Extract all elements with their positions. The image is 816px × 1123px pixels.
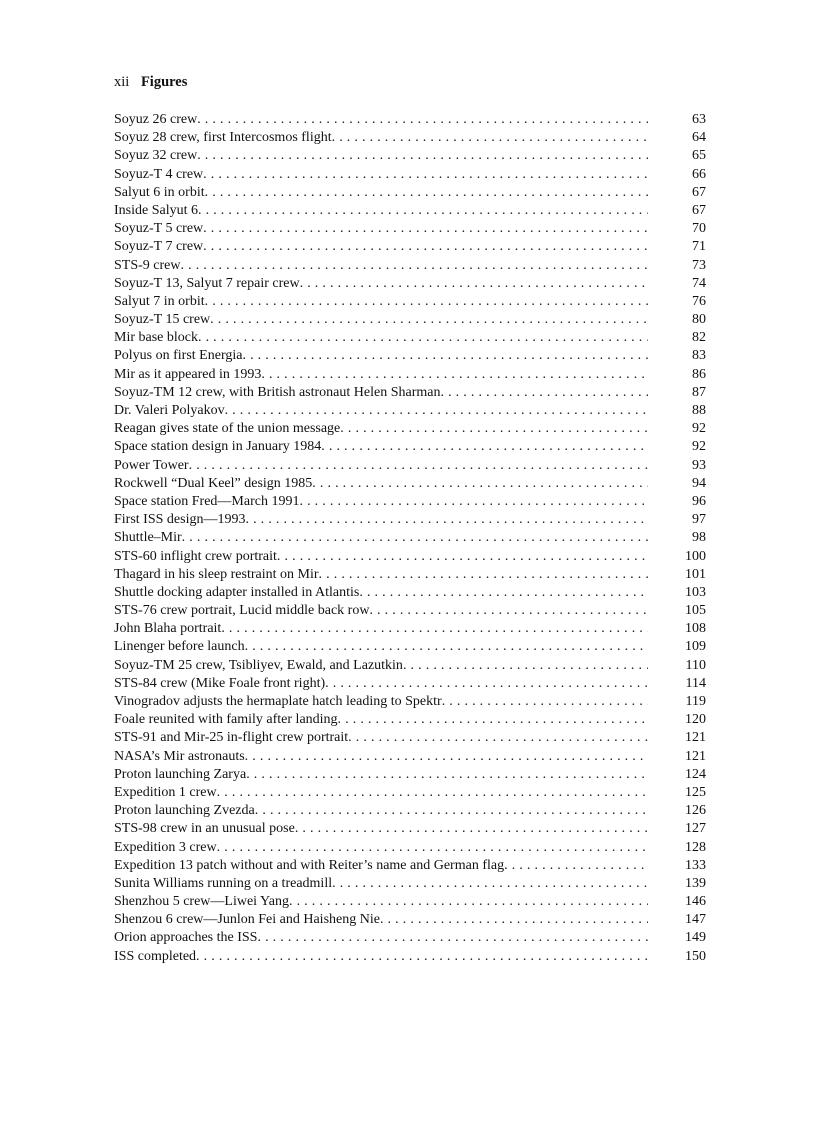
figure-title: Salyut 7 in orbit bbox=[114, 293, 205, 309]
dot-leader bbox=[257, 929, 648, 947]
figure-entry bbox=[114, 220, 706, 238]
figure-entry bbox=[114, 493, 706, 511]
dot-leader bbox=[255, 802, 648, 820]
figure-page-number: 96 bbox=[692, 493, 706, 509]
dot-leader bbox=[245, 748, 648, 766]
dot-leader bbox=[197, 147, 648, 165]
figure-page-number: 92 bbox=[692, 421, 706, 437]
figure-page-number: 108 bbox=[685, 621, 706, 637]
figure-page-number: 105 bbox=[685, 603, 706, 619]
dot-leader bbox=[277, 548, 648, 566]
figure-page-number: 114 bbox=[685, 675, 706, 691]
figure-entry bbox=[114, 711, 706, 729]
figure-page-number: 98 bbox=[692, 530, 706, 546]
figure-entry bbox=[114, 620, 706, 638]
figure-title: Polyus on first Energia bbox=[114, 348, 243, 364]
dot-leader bbox=[359, 584, 648, 602]
figure-entry bbox=[114, 548, 706, 566]
dot-leader bbox=[504, 857, 648, 875]
figure-entry bbox=[114, 384, 706, 402]
dot-leader bbox=[295, 820, 648, 838]
figure-entry bbox=[114, 347, 706, 365]
figure-entry bbox=[114, 111, 706, 129]
dot-leader bbox=[217, 784, 648, 802]
figure-page-number: 110 bbox=[685, 657, 706, 673]
figure-entry bbox=[114, 638, 706, 656]
figure-title: STS-91 and Mir-25 in-flight crew portrait bbox=[114, 730, 349, 746]
figure-page-number: 70 bbox=[692, 221, 706, 237]
figure-page-number: 73 bbox=[692, 257, 706, 273]
figure-title: Mir base block bbox=[114, 330, 198, 346]
figure-title: STS-9 crew bbox=[114, 257, 181, 273]
figure-entry bbox=[114, 366, 706, 384]
dot-leader bbox=[205, 293, 648, 311]
figure-entry bbox=[114, 257, 706, 275]
figure-page-number: 66 bbox=[692, 166, 706, 182]
figure-entry bbox=[114, 748, 706, 766]
figure-page-number: 71 bbox=[692, 239, 706, 255]
figure-page-number: 86 bbox=[692, 366, 706, 382]
dot-leader bbox=[319, 566, 648, 584]
dot-leader bbox=[203, 220, 648, 238]
figure-entry bbox=[114, 238, 706, 256]
dot-leader bbox=[340, 420, 648, 438]
figure-title: Expedition 3 crew bbox=[114, 839, 217, 855]
figure-page-number: 65 bbox=[692, 148, 706, 164]
figure-entry bbox=[114, 657, 706, 675]
figure-page-number: 147 bbox=[685, 912, 706, 928]
dot-leader bbox=[198, 202, 648, 220]
figure-entry bbox=[114, 911, 706, 929]
dot-leader bbox=[289, 893, 648, 911]
dot-leader bbox=[245, 511, 648, 529]
figure-page-number: 76 bbox=[692, 293, 706, 309]
figure-entry bbox=[114, 511, 706, 529]
figure-title: Proton launching Zarya bbox=[114, 766, 247, 782]
page-folio: xii bbox=[114, 74, 130, 90]
figure-title: STS-98 crew in an unusual pose bbox=[114, 821, 295, 837]
figures-list bbox=[114, 111, 706, 966]
figure-title: Vinogradov adjusts the hermaplate hatch leading to Spektr bbox=[114, 694, 442, 709]
figure-title: Soyuz 32 crew bbox=[114, 148, 198, 164]
dot-leader bbox=[217, 839, 648, 857]
figure-page-number: 119 bbox=[685, 694, 706, 709]
figure-page-number: 82 bbox=[692, 330, 706, 346]
figure-title: Shenzhou 5 crew—Liwei Yang bbox=[114, 894, 289, 910]
figure-page-number: 126 bbox=[685, 803, 706, 819]
figure-title: NASA’s Mir astronauts bbox=[114, 748, 245, 764]
figure-title: Rockwell “Dual Keel” design 1985 bbox=[114, 475, 313, 491]
figure-entry bbox=[114, 529, 706, 547]
figure-entry bbox=[114, 784, 706, 802]
figure-title: Mir as it appeared in 1993 bbox=[114, 366, 262, 382]
figure-entry bbox=[114, 675, 706, 693]
dot-leader bbox=[225, 402, 648, 420]
figure-page-number: 88 bbox=[692, 403, 706, 418]
dot-leader bbox=[196, 948, 648, 966]
figure-entry bbox=[114, 457, 706, 475]
figure-entry bbox=[114, 875, 706, 893]
figure-title: John Blaha portrait bbox=[114, 621, 222, 637]
figure-page-number: 94 bbox=[692, 475, 706, 491]
figure-page-number: 146 bbox=[685, 894, 706, 910]
figure-entry bbox=[114, 820, 706, 838]
dot-leader bbox=[242, 347, 648, 365]
figure-entry bbox=[114, 311, 706, 329]
figure-page-number: 67 bbox=[692, 184, 706, 200]
figure-title: Space station design in January 1984 bbox=[114, 439, 322, 455]
figure-entry bbox=[114, 802, 706, 820]
dot-leader bbox=[403, 657, 648, 675]
dot-leader bbox=[205, 184, 648, 202]
dot-leader bbox=[348, 729, 648, 747]
figure-title: Soyuz-T 7 crew bbox=[114, 239, 204, 255]
figure-title: Shenzou 6 crew—Junlon Fei and Haisheng Nie bbox=[114, 912, 380, 928]
dot-leader bbox=[332, 129, 648, 147]
figure-entry bbox=[114, 929, 706, 947]
figure-entry bbox=[114, 602, 706, 620]
figure-title: Expedition 13 patch without and with Reiter’s name and German flag bbox=[114, 857, 505, 873]
figure-title: Shuttle–Mir bbox=[114, 530, 182, 546]
figure-title: Proton launching Zvezda bbox=[114, 803, 255, 819]
running-head bbox=[114, 72, 187, 92]
dot-leader bbox=[182, 529, 648, 547]
figure-title: STS-60 inflight crew portrait bbox=[114, 548, 277, 564]
dot-leader bbox=[203, 166, 648, 184]
figure-page-number: 93 bbox=[692, 457, 706, 473]
figure-page-number: 83 bbox=[692, 348, 706, 364]
figure-title: Dr. Valeri Polyakov bbox=[114, 403, 225, 418]
dot-leader bbox=[210, 311, 648, 329]
dot-leader bbox=[181, 257, 649, 275]
figure-title: STS-76 crew portrait, Lucid middle back row bbox=[114, 603, 370, 619]
dot-leader bbox=[261, 366, 648, 384]
figure-title: Soyuz-TM 25 crew, Tsibliyev, Ewald, and Lazutkin bbox=[114, 657, 403, 673]
dot-leader bbox=[332, 875, 648, 893]
figure-page-number: 64 bbox=[692, 130, 706, 146]
figure-page-number: 87 bbox=[692, 384, 706, 400]
dot-leader bbox=[369, 602, 648, 620]
figure-page-number: 120 bbox=[685, 712, 706, 728]
figure-page-number: 101 bbox=[685, 566, 706, 582]
figure-title: Sunita Williams running on a treadmill bbox=[114, 875, 333, 891]
figure-title: Soyuz-T 13, Salyut 7 repair crew bbox=[114, 275, 300, 291]
figure-page-number: 100 bbox=[685, 548, 706, 564]
figure-entry bbox=[114, 893, 706, 911]
dot-leader bbox=[246, 766, 648, 784]
figure-entry bbox=[114, 420, 706, 438]
figure-title: First ISS design—1993 bbox=[114, 512, 246, 528]
figure-entry bbox=[114, 438, 706, 456]
figure-entry bbox=[114, 202, 706, 220]
figure-entry bbox=[114, 293, 706, 311]
figure-page-number: 121 bbox=[685, 748, 706, 764]
dot-leader bbox=[198, 329, 648, 347]
figure-page-number: 124 bbox=[685, 766, 706, 782]
figure-entry bbox=[114, 184, 706, 202]
figure-page-number: 103 bbox=[685, 584, 706, 600]
figure-page-number: 133 bbox=[685, 857, 706, 873]
figure-page-number: 139 bbox=[685, 875, 706, 891]
figure-entry bbox=[114, 329, 706, 347]
dot-leader bbox=[203, 238, 648, 256]
figure-title: ISS completed bbox=[114, 948, 197, 964]
figure-title: Soyuz-TM 12 crew, with British astronaut Helen Sharman bbox=[114, 384, 441, 400]
figure-entry bbox=[114, 693, 706, 711]
figure-title: Soyuz 28 crew, first Intercosmos flight bbox=[114, 130, 332, 146]
figure-page-number: 125 bbox=[685, 784, 706, 800]
figure-entry bbox=[114, 275, 706, 293]
figure-title: Salyut 6 in orbit bbox=[114, 184, 205, 200]
figure-title: Inside Salyut 6 bbox=[114, 202, 198, 218]
dot-leader bbox=[245, 638, 648, 656]
dot-leader bbox=[321, 438, 648, 456]
section-title: Figures bbox=[140, 74, 188, 90]
figure-page-number: 92 bbox=[692, 439, 706, 455]
figure-entry bbox=[114, 402, 706, 420]
figure-page-number: 74 bbox=[692, 275, 706, 291]
figure-entry bbox=[114, 566, 706, 584]
figure-page-number: 80 bbox=[692, 312, 706, 328]
figure-title: Shuttle docking adapter installed in Atlantis bbox=[114, 584, 360, 600]
dot-leader bbox=[440, 384, 648, 402]
dot-leader bbox=[221, 620, 648, 638]
figure-page-number: 97 bbox=[692, 512, 706, 528]
figure-title: STS-84 crew (Mike Foale front right) bbox=[114, 675, 326, 691]
figure-title: Thagard in his sleep restraint on Mir bbox=[114, 566, 319, 582]
figure-entry bbox=[114, 729, 706, 747]
figure-entry bbox=[114, 857, 706, 875]
figure-page-number: 63 bbox=[692, 112, 706, 127]
figure-page-number: 150 bbox=[685, 948, 706, 964]
dot-leader bbox=[189, 457, 648, 475]
figure-entry bbox=[114, 839, 706, 857]
dot-leader bbox=[442, 693, 648, 711]
dot-leader bbox=[197, 111, 648, 129]
figure-entry bbox=[114, 584, 706, 602]
figure-title: Soyuz-T 15 crew bbox=[114, 312, 211, 328]
figure-title: Reagan gives state of the union message bbox=[114, 421, 341, 437]
figure-title: Soyuz 26 crew bbox=[114, 112, 198, 127]
figure-page-number: 109 bbox=[685, 639, 706, 655]
dot-leader bbox=[380, 911, 648, 929]
figure-title: Space station Fred—March 1991 bbox=[114, 493, 300, 509]
figure-entry bbox=[114, 475, 706, 493]
figure-page-number: 67 bbox=[692, 202, 706, 218]
figure-page-number: 121 bbox=[685, 730, 706, 746]
dot-leader bbox=[325, 675, 648, 693]
figure-title: Soyuz-T 5 crew bbox=[114, 221, 204, 237]
figure-entry bbox=[114, 129, 706, 147]
figure-page-number: 149 bbox=[685, 930, 706, 946]
figure-title: Expedition 1 crew bbox=[114, 784, 217, 800]
figure-page-number: 128 bbox=[685, 839, 706, 855]
figure-entry bbox=[114, 166, 706, 184]
figure-entry bbox=[114, 766, 706, 784]
figure-entry bbox=[114, 147, 706, 165]
figure-entry bbox=[114, 948, 706, 966]
dot-leader bbox=[299, 493, 648, 511]
figure-page-number: 127 bbox=[685, 821, 706, 837]
dot-leader bbox=[338, 711, 648, 729]
figure-title: Orion approaches the ISS bbox=[114, 930, 258, 946]
dot-leader bbox=[312, 475, 648, 493]
figure-title: Linenger before launch bbox=[114, 639, 245, 655]
figure-title: Foale reunited with family after landing bbox=[114, 712, 338, 728]
figure-title: Soyuz-T 4 crew bbox=[114, 166, 204, 182]
figure-title: Power Tower bbox=[114, 457, 189, 473]
dot-leader bbox=[300, 275, 648, 293]
